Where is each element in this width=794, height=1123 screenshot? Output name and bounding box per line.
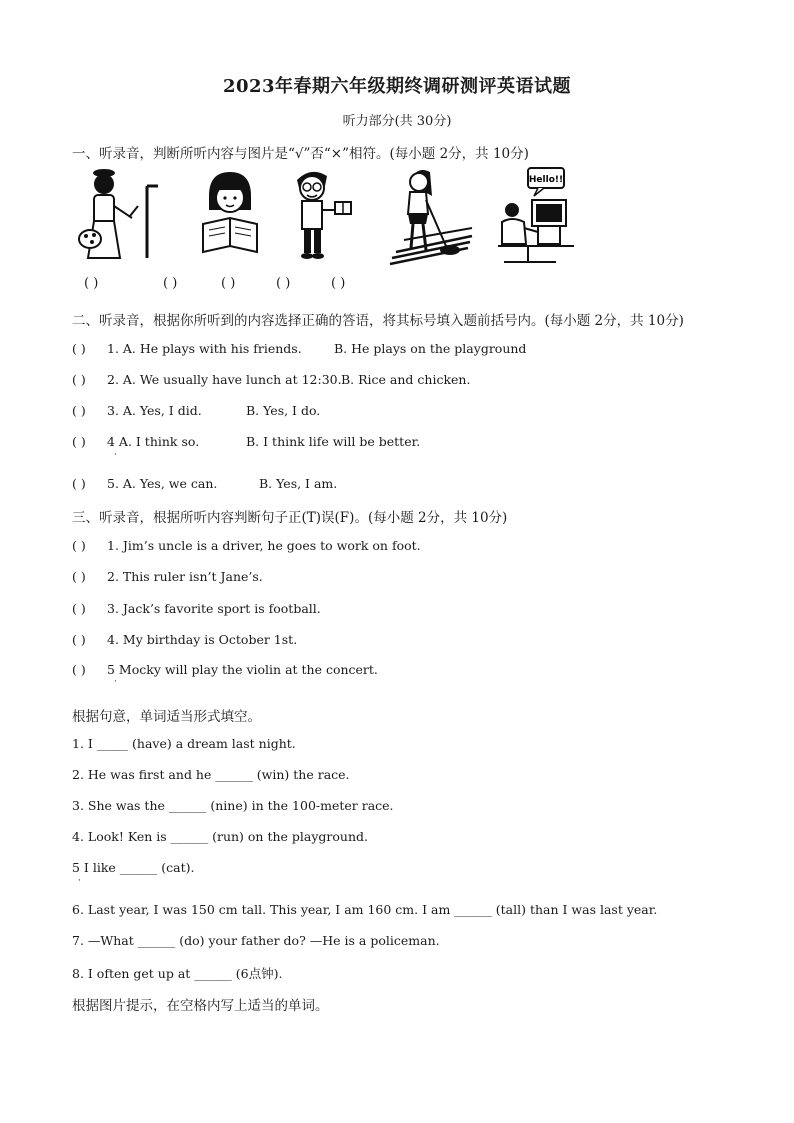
- stray-mark: ·: [78, 876, 81, 886]
- s2-option-b-3: B. Yes, I do.: [246, 403, 321, 418]
- s2-option-a-2: 2. A. We usually have lunch at 12:30.: [107, 372, 342, 387]
- s2-option-a-5: 5. A. Yes, we can.: [107, 476, 218, 491]
- s2-answer-blank-4[interactable]: ( ): [72, 434, 86, 449]
- fill-blank-item-7[interactable]: 7. —What ______ (do) your father do? —He is a policeman.: [72, 933, 440, 948]
- s2-answer-blank-5[interactable]: ( ): [72, 476, 86, 491]
- fill-blank-item-3[interactable]: 3. She was the ______ (nine) in the 100-meter race.: [72, 798, 394, 813]
- picture-answer-blank-5[interactable]: ( ): [331, 276, 346, 291]
- s2-answer-blank-3[interactable]: ( ): [72, 403, 86, 418]
- s3-answer-blank-2[interactable]: ( ): [72, 569, 86, 584]
- section2-heading: 二、听录音，根据你所听到的内容选择正确的答语，将其标号填入题前括号内。(每小题 2分，共 10分): [72, 313, 684, 329]
- fill-blank-item-8[interactable]: 8. I often get up at ______ (6点钟).: [72, 966, 283, 981]
- s3-statement-2: 2. This ruler isn’t Jane’s.: [107, 569, 263, 584]
- fill-blank-item-6[interactable]: 6. Last year, I was 150 cm tall. This year, I am 160 cm. I am ______ (tall) than I was last year.: [72, 902, 658, 917]
- s2-option-b-5: B. Yes, I am.: [259, 476, 338, 491]
- girl-reading-icon: [195, 166, 275, 266]
- computer-hello-icon: [498, 166, 578, 266]
- s3-answer-blank-5[interactable]: ( ): [72, 662, 86, 677]
- s2-answer-blank-1[interactable]: ( ): [72, 341, 86, 356]
- fill-blank-item-2[interactable]: 2. He was first and he ______ (win) the race.: [72, 767, 350, 782]
- picture-answer-blank-3[interactable]: ( ): [221, 276, 236, 291]
- fill-blank-item-5[interactable]: 5 I like ______ (cat).: [72, 860, 195, 875]
- s3-statement-1: 1. Jim’s uncle is a driver, he goes to work on foot.: [107, 538, 421, 553]
- s2-option-a-4: 4 A. I think so.: [107, 434, 200, 449]
- girl-sweeping-icon: [382, 166, 462, 266]
- section5-heading: 根据图片提示，在空格内写上适当的单词。: [72, 998, 329, 1014]
- boy-with-gift-icon: [285, 166, 365, 266]
- s3-answer-blank-4[interactable]: ( ): [72, 632, 86, 647]
- page-title: 2023年春期六年级期终调研测评英语试题: [222, 76, 572, 97]
- picture-answer-blank-1[interactable]: ( ): [84, 276, 99, 291]
- hello-bubble-text: Hello!!: [528, 175, 564, 185]
- section1-heading: 一、听录音，判断所听内容与图片是“√”否“×”相符。(每小题 2分，共 10分): [72, 146, 529, 162]
- s2-option-b-4: B. I think life will be better.: [246, 434, 421, 449]
- section4-heading: 根据句意，单词适当形式填空。: [72, 709, 261, 725]
- section3-heading: 三、听录音，根据所听内容判断句子正(T)误(F)。(每小题 2分，共 10分): [72, 510, 508, 526]
- s3-answer-blank-3[interactable]: ( ): [72, 601, 86, 616]
- s3-answer-blank-1[interactable]: ( ): [72, 538, 86, 553]
- picture-answer-blank-4[interactable]: ( ): [276, 276, 291, 291]
- s2-option-b-2: B. Rice and chicken.: [341, 372, 471, 387]
- s3-statement-4: 4. My birthday is October 1st.: [107, 632, 298, 647]
- s3-statement-5: 5 Mocky will play the violin at the concert.: [107, 662, 378, 677]
- stray-mark: ·: [114, 450, 117, 460]
- painter-icon: [72, 166, 152, 266]
- listening-subtitle: 听力部分(共 30分): [342, 114, 452, 129]
- s2-option-b-1: B. He plays on the playground: [334, 341, 527, 356]
- s2-answer-blank-2[interactable]: ( ): [72, 372, 86, 387]
- stray-mark: ·: [114, 677, 117, 687]
- picture-answer-blank-2[interactable]: ( ): [163, 276, 178, 291]
- s2-option-a-1: 1. A. He plays with his friends.: [107, 341, 302, 356]
- fill-blank-item-1[interactable]: 1. I _____ (have) a dream last night.: [72, 736, 296, 751]
- s3-statement-3: 3. Jack’s favorite sport is football.: [107, 601, 321, 616]
- fill-blank-item-4[interactable]: 4. Look! Ken is ______ (run) on the playground.: [72, 829, 368, 844]
- s2-option-a-3: 3. A. Yes, I did.: [107, 403, 202, 418]
